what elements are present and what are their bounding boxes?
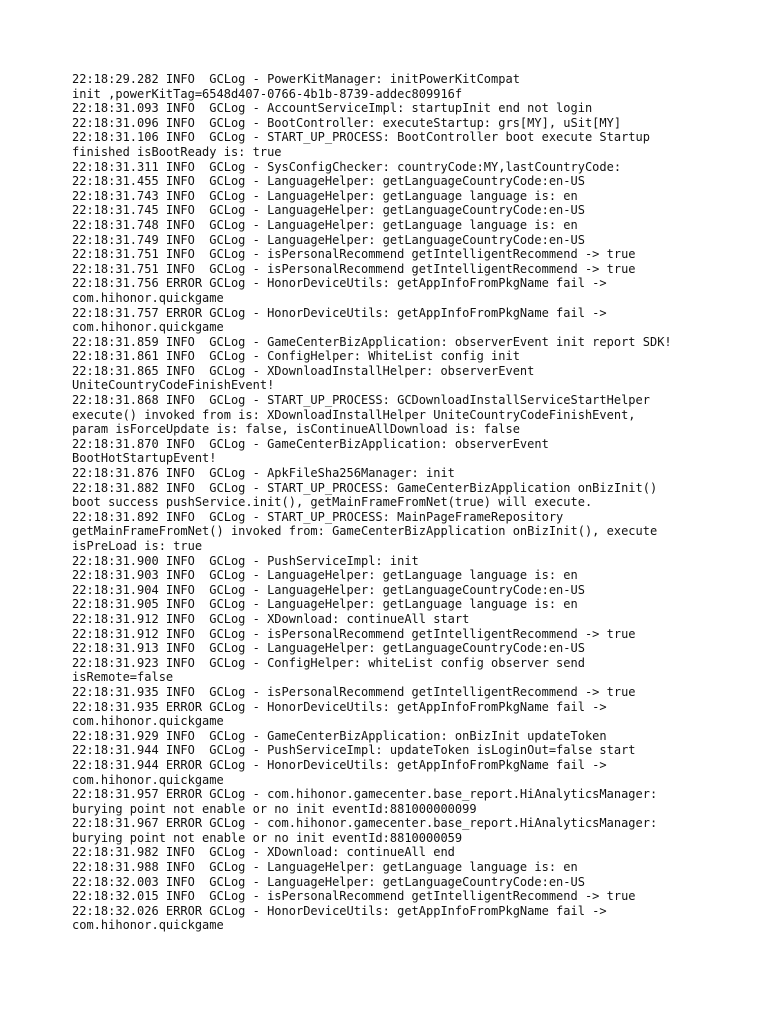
log-line: com.hihonor.quickgame xyxy=(72,772,224,787)
log-line: 22:18:31.748 INFO GCLog - LanguageHelper: getLanguage language is: en xyxy=(72,217,578,232)
log-document xyxy=(72,72,762,933)
log-line: 22:18:31.929 INFO GCLog - GameCenterBizApplication: onBizInit updateToken xyxy=(72,728,607,743)
log-line: 22:18:32.026 ERROR GCLog - HonorDeviceUtils: getAppInfoFromPkgName fail -> xyxy=(72,903,607,918)
log-line: 22:18:29.282 INFO GCLog - PowerKitManager: initPowerKitCompat xyxy=(72,72,520,86)
log-line: 22:18:31.892 INFO GCLog - START_UP_PROCESS: MainPageFrameRepository xyxy=(72,509,564,524)
log-line: 22:18:31.900 INFO GCLog - PushServiceImpl: init xyxy=(72,553,419,568)
log-line: 22:18:31.967 ERROR GCLog - com.hihonor.gamecenter.base_report.HiAnalyticsManager: xyxy=(72,816,658,831)
log-line: isRemote=false xyxy=(72,670,174,685)
log-line: 22:18:31.923 INFO GCLog - ConfigHelper: whiteList config observer send xyxy=(72,655,585,670)
log-line: 22:18:32.003 INFO GCLog - LanguageHelper: getLanguageCountryCode:en-US xyxy=(72,874,585,889)
log-line: 22:18:31.905 INFO GCLog - LanguageHelper: getLanguage language is: en xyxy=(72,597,578,612)
log-line: 22:18:31.935 ERROR GCLog - HonorDeviceUtils: getAppInfoFromPkgName fail -> xyxy=(72,699,607,714)
log-line: 22:18:31.106 INFO GCLog - START_UP_PROCESS: BootController boot execute Startup xyxy=(72,130,650,145)
log-line: 22:18:31.913 INFO GCLog - LanguageHelper: getLanguageCountryCode:en-US xyxy=(72,641,585,656)
log-line: 22:18:31.745 INFO GCLog - LanguageHelper: getLanguageCountryCode:en-US xyxy=(72,203,585,218)
log-line: BootHotStartupEvent! xyxy=(72,451,217,466)
log-line: param isForceUpdate is: false, isContinueAllDownload is: false xyxy=(72,422,520,437)
log-line: 22:18:31.743 INFO GCLog - LanguageHelper: getLanguage language is: en xyxy=(72,188,578,203)
log-line: 22:18:31.455 INFO GCLog - LanguageHelper: getLanguageCountryCode:en-US xyxy=(72,174,585,189)
log-line: execute() invoked from is: XDownloadInstallHelper UniteCountryCodeFinishEvent, xyxy=(72,407,636,422)
log-line: com.hihonor.quickgame xyxy=(72,290,224,305)
log-line: 22:18:31.757 ERROR GCLog - HonorDeviceUtils: getAppInfoFromPkgName fail -> xyxy=(72,305,607,320)
log-line: 22:18:32.015 INFO GCLog - isPersonalRecommend getIntelligentRecommend -> true xyxy=(72,889,636,904)
log-line: UniteCountryCodeFinishEvent! xyxy=(72,378,275,393)
log-line: 22:18:31.751 INFO GCLog - isPersonalRecommend getIntelligentRecommend -> true xyxy=(72,247,636,262)
log-line: 22:18:31.311 INFO GCLog - SysConfigChecker: countryCode:MY,lastCountryCode: xyxy=(72,159,622,174)
log-line: finished isBootReady is: true xyxy=(72,144,282,159)
log-line: 22:18:31.944 ERROR GCLog - HonorDeviceUtils: getAppInfoFromPkgName fail -> xyxy=(72,757,607,772)
log-line: burying point not enable or no init eventId:8810000059 xyxy=(72,830,463,845)
log-line: com.hihonor.quickgame xyxy=(72,714,224,729)
log-line: burying point not enable or no init eventId:881000000099 xyxy=(72,801,477,816)
log-line: 22:18:31.903 INFO GCLog - LanguageHelper: getLanguage language is: en xyxy=(72,568,578,583)
log-line: 22:18:31.982 INFO GCLog - XDownload: continueAll end xyxy=(72,845,455,860)
log-line: 22:18:31.870 INFO GCLog - GameCenterBizApplication: observerEvent xyxy=(72,436,549,451)
log-line: boot success pushService.init(), getMainFrameFromNet(true) will execute. xyxy=(72,495,593,510)
log-line: 22:18:31.876 INFO GCLog - ApkFileSha256Manager: init xyxy=(72,466,455,481)
log-line: 22:18:31.944 INFO GCLog - PushServiceImpl: updateToken isLoginOut=false start xyxy=(72,743,636,758)
log-line: 22:18:31.861 INFO GCLog - ConfigHelper: WhiteList config init xyxy=(72,349,520,364)
log-line: 22:18:31.882 INFO GCLog - START_UP_PROCESS: GameCenterBizApplication onBizInit() xyxy=(72,480,658,495)
log-line: 22:18:31.756 ERROR GCLog - HonorDeviceUtils: getAppInfoFromPkgName fail -> xyxy=(72,276,607,291)
log-line: 22:18:31.957 ERROR GCLog - com.hihonor.gamecenter.base_report.HiAnalyticsManager: xyxy=(72,787,658,802)
log-line: 22:18:31.912 INFO GCLog - isPersonalRecommend getIntelligentRecommend -> true xyxy=(72,626,636,641)
log-line: 22:18:31.904 INFO GCLog - LanguageHelper: getLanguageCountryCode:en-US xyxy=(72,582,585,597)
log-line: 22:18:31.859 INFO GCLog - GameCenterBizApplication: observerEvent init report SDK! xyxy=(72,334,672,349)
log-line: 22:18:31.935 INFO GCLog - isPersonalRecommend getIntelligentRecommend -> true xyxy=(72,684,636,699)
log-line: 22:18:31.868 INFO GCLog - START_UP_PROCESS: GCDownloadInstallServiceStartHelper xyxy=(72,393,650,408)
log-line: isPreLoad is: true xyxy=(72,539,203,553)
log-line: 22:18:31.988 INFO GCLog - LanguageHelper: getLanguage language is: en xyxy=(72,860,578,875)
log-line: 22:18:31.912 INFO GCLog - XDownload: continueAll start xyxy=(72,611,470,626)
log-line: 22:18:31.865 INFO GCLog - XDownloadInstallHelper: observerEvent xyxy=(72,363,535,378)
log-line: 22:18:31.096 INFO GCLog - BootController: executeStartup: grs[MY], uSit[MY] xyxy=(72,115,622,130)
log-line: init ,powerKitTag=6548d407-0766-4b1b-8739-addec809916f xyxy=(72,86,463,101)
log-line: 22:18:31.749 INFO GCLog - LanguageHelper: getLanguageCountryCode:en-US xyxy=(72,232,585,247)
log-line: 22:18:31.751 INFO GCLog - isPersonalRecommend getIntelligentRecommend -> true xyxy=(72,261,636,276)
log-line: 22:18:31.093 INFO GCLog - AccountServiceImpl: startupInit end not login xyxy=(72,101,593,116)
log-line: getMainFrameFromNet() invoked from: GameCenterBizApplication onBizInit(), execute xyxy=(72,524,658,539)
log-line: com.hihonor.quickgame xyxy=(72,320,224,335)
log-line: com.hihonor.quickgame xyxy=(72,918,224,933)
